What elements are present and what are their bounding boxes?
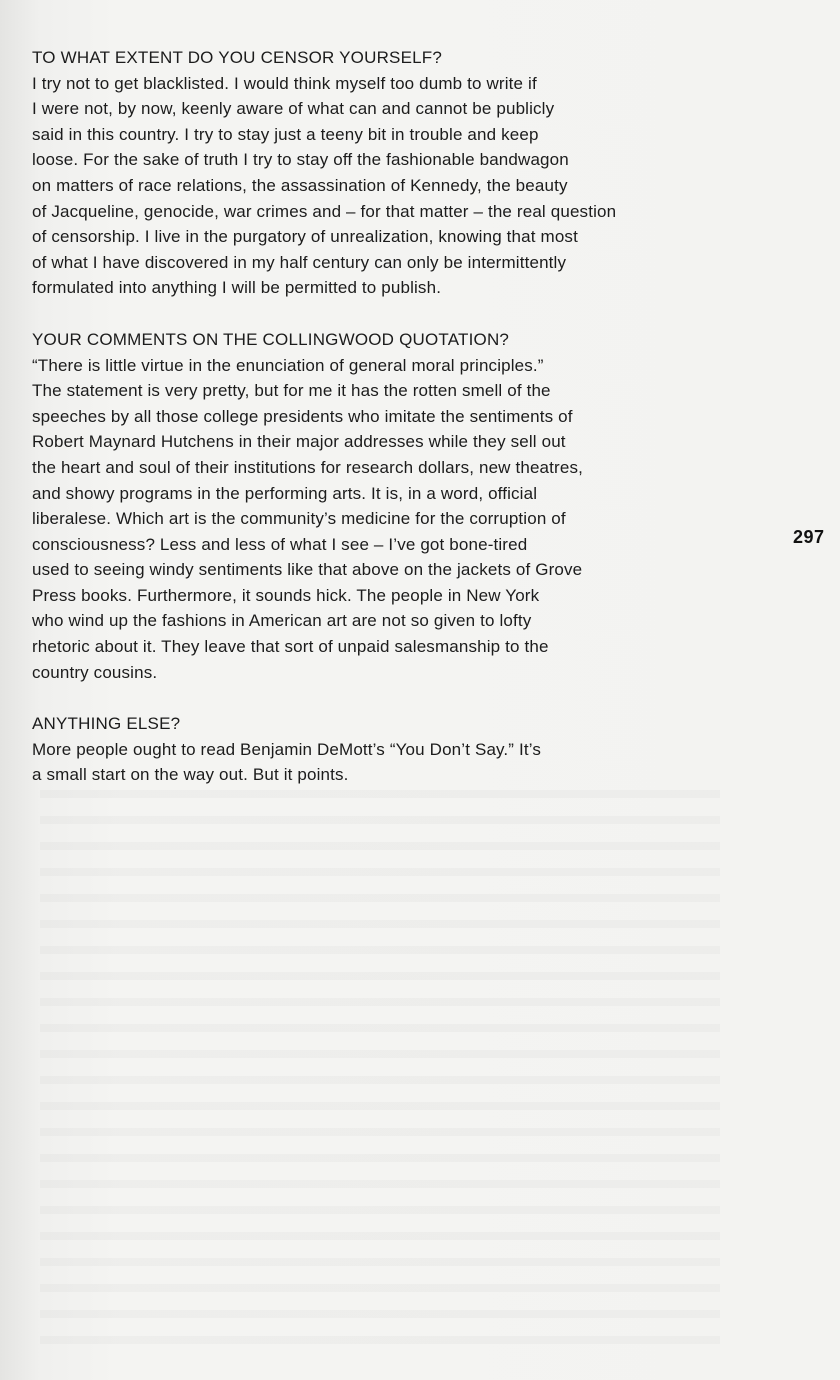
text-line: said in this country. I try to stay just a teeny bit in trouble and keep [32, 124, 539, 144]
section-heading: TO WHAT EXTENT DO YOU CENSOR YOURSELF? [32, 48, 443, 67]
text-line: of censorship. I live in the purgatory of unrealization, knowing that most [32, 227, 578, 247]
text-line: I try not to get blacklisted. I would think myself too dumb to write if [32, 73, 537, 93]
text-line: consciousness? Less and less of what I see – I’ve got bone-tired [32, 534, 528, 554]
text-line: Robert Maynard Hutchens in their major addresses while they sell out [32, 432, 566, 452]
text-line: liberalese. Which art is the community’s medicine for the corruption of [32, 509, 566, 529]
text-line: country cousins. [32, 662, 158, 682]
text-line: “There is little virtue in the enunciation of general moral principles.” [32, 355, 544, 375]
page-number: 297 [793, 527, 825, 547]
text-line: More people ought to read Benjamin DeMott’s “You Don’t Say.” It’s [32, 739, 542, 759]
text-line: speeches by all those college presidents who imitate the sentiments of [32, 406, 573, 426]
text-line: used to seeing windy sentiments like that above on the jackets of Grove [32, 560, 583, 580]
text-line: the heart and soul of their institutions for research dollars, new theatres, [32, 457, 583, 477]
section-collingwood [32, 327, 712, 685]
paper-show-through [40, 790, 720, 1350]
section-censorship [32, 45, 712, 301]
text-line: on matters of race relations, the assassination of Kennedy, the beauty [32, 175, 568, 195]
text-line: of what I have discovered in my half century can only be intermittently [32, 252, 567, 272]
text-line: rhetoric about it. They leave that sort of unpaid salesmanship to the [32, 637, 549, 657]
text-line: Press books. Furthermore, it sounds hick. The people in New York [32, 585, 540, 605]
text-line: and showy programs in the performing arts. It is, in a word, official [32, 483, 538, 503]
text-line: loose. For the sake of truth I try to stay off the fashionable bandwagon [32, 150, 569, 170]
text-line: who wind up the fashions in American art are not so given to lofty [32, 611, 532, 631]
section-anything-else [32, 711, 712, 788]
section-heading: YOUR COMMENTS ON THE COLLINGWOOD QUOTATION? [32, 329, 510, 349]
text-line: of Jacqueline, genocide, war crimes and – for that matter – the real question [32, 201, 617, 221]
text-line: formulated into anything I will be permitted to publish. [32, 278, 442, 298]
text-line: The statement is very pretty, but for me it has the rotten smell of the [32, 381, 551, 401]
text-line: I were not, by now, keenly aware of what can and cannot be publicly [32, 99, 555, 119]
page-content [32, 45, 712, 814]
text-line: a small start on the way out. But it points. [32, 765, 349, 785]
section-heading: ANYTHING ELSE? [32, 714, 181, 734]
